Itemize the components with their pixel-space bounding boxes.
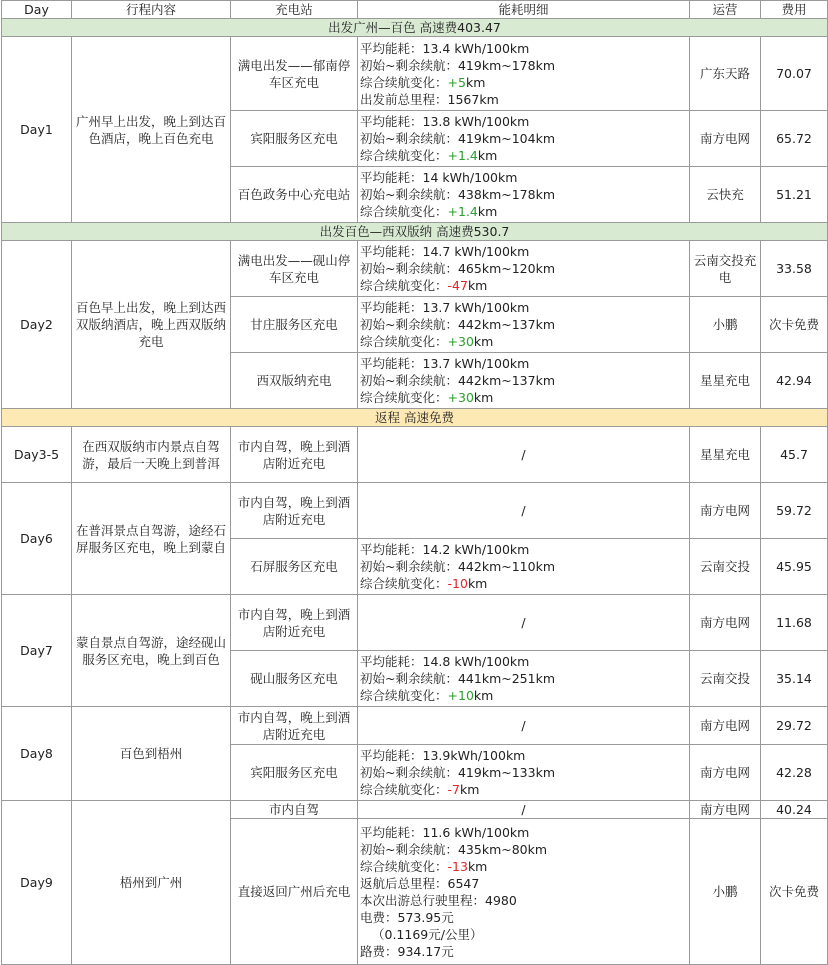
operator-cell: 南方电网 (690, 483, 761, 539)
station-cell: 甘庄服务区充电 (231, 297, 358, 353)
fee-cell: 45.7 (761, 427, 828, 483)
station-cell: 百色政务中心充电站 (231, 167, 358, 223)
fee-cell: 42.28 (761, 745, 828, 801)
energy-detail: 平均能耗：13.8 kWh/100km 初始~剩余续航：419km~104km 综合续航变化：+1.4km (358, 111, 690, 167)
fee-cell: 次卡免费 (761, 297, 828, 353)
energy-detail: 平均能耗：13.9kWh/100km 初始~剩余续航：419km~133km 综合续航变化：-7km (358, 745, 690, 801)
station-cell: 市内自驾，晚上到酒店附近充电 (231, 427, 358, 483)
fee-cell: 11.68 (761, 595, 828, 651)
operator-cell: 南方电网 (690, 801, 761, 819)
fee-cell: 33.58 (761, 241, 828, 297)
fee-cell: 次卡免费 (761, 819, 828, 965)
energy-detail: 平均能耗：13.7 kWh/100km 初始~剩余续航：442km~137km 综合续航变化：+30km (358, 297, 690, 353)
plan-cell: 在西双版纳市内景点自驾游，最后一天晚上到普洱 (72, 427, 231, 483)
station-cell: 宾阳服务区充电 (231, 745, 358, 801)
trip-charging-table (1, 0, 828, 965)
station-cell: 市内自驾 (231, 801, 358, 819)
operator-cell: 南方电网 (690, 745, 761, 801)
fee-cell: 51.21 (761, 167, 828, 223)
header-day: Day (2, 1, 72, 19)
operator-cell: 南方电网 (690, 707, 761, 745)
section-title: 出发百色—西双版纳 高速费530.7 (2, 223, 828, 241)
day-cell: Day7 (2, 595, 72, 707)
plan-cell: 在普洱景点自驾游，途经石屏服务区充电，晚上到蒙自 (72, 483, 231, 595)
station-cell: 市内自驾，晚上到酒店附近充电 (231, 483, 358, 539)
plan-cell: 百色早上出发，晚上到达西双版纳酒店，晚上西双版纳充电 (72, 241, 231, 409)
day-cell: Day1 (2, 37, 72, 223)
operator-cell: 南方电网 (690, 111, 761, 167)
section-row (2, 409, 828, 427)
fee-cell: 70.07 (761, 37, 828, 111)
energy-detail-empty: / (358, 595, 690, 651)
table-row (2, 707, 828, 745)
energy-detail: 平均能耗：14.8 kWh/100km 初始~剩余续航：441km~251km 综合续航变化：+10km (358, 651, 690, 707)
energy-detail-empty: / (358, 483, 690, 539)
day-cell: Day2 (2, 241, 72, 409)
energy-detail: 平均能耗：14 kWh/100km 初始~剩余续航：438km~178km 综合续航变化：+1.4km (358, 167, 690, 223)
table-row (2, 595, 828, 651)
header-row (2, 1, 828, 19)
operator-cell: 南方电网 (690, 595, 761, 651)
section-title: 返程 高速免费 (2, 409, 828, 427)
fee-cell: 29.72 (761, 707, 828, 745)
operator-cell: 云南交投充电 (690, 241, 761, 297)
table-row (2, 483, 828, 539)
fee-cell: 45.95 (761, 539, 828, 595)
energy-detail: 平均能耗：14.2 kWh/100km 初始~剩余续航：442km~110km 综合续航变化：-10km (358, 539, 690, 595)
plan-cell: 蒙自景点自驾游，途经砚山服务区充电，晚上到百色 (72, 595, 231, 707)
energy-detail-empty: / (358, 801, 690, 819)
fee-cell: 40.24 (761, 801, 828, 819)
section-row (2, 19, 828, 37)
fee-cell: 35.14 (761, 651, 828, 707)
fee-cell: 65.72 (761, 111, 828, 167)
day-cell: Day3-5 (2, 427, 72, 483)
station-cell: 西双版纳充电 (231, 353, 358, 409)
plan-cell: 梧州到广州 (72, 801, 231, 965)
energy-detail: 平均能耗：13.7 kWh/100km 初始~剩余续航：442km~137km 综合续航变化：+30km (358, 353, 690, 409)
table-row (2, 801, 828, 819)
header-station: 充电站 (231, 1, 358, 19)
operator-cell: 云快充 (690, 167, 761, 223)
energy-detail: 平均能耗：13.4 kWh/100km 初始~剩余续航：419km~178km 综合续航变化：+5km 出发前总里程：1567km (358, 37, 690, 111)
station-cell: 直接返回广州后充电 (231, 819, 358, 965)
fee-cell: 42.94 (761, 353, 828, 409)
day-cell: Day6 (2, 483, 72, 595)
energy-detail: 平均能耗：11.6 kWh/100km 初始~剩余续航：435km~80km 综合续航变化：-13km 返航后总里程：6547 本次出游总行驶里程：4980 电费：573.95元 （0.1169元/公里） 路费：934.17元 (358, 819, 690, 965)
section-title: 出发广州—百色 高速费403.47 (2, 19, 828, 37)
day-cell: Day8 (2, 707, 72, 801)
station-cell: 满电出发——砚山停车区充电 (231, 241, 358, 297)
table-row (2, 427, 828, 483)
table-row (2, 241, 828, 297)
station-cell: 市内自驾，晚上到酒店附近充电 (231, 595, 358, 651)
operator-cell: 星星充电 (690, 427, 761, 483)
table-row (2, 37, 828, 111)
station-cell: 石屏服务区充电 (231, 539, 358, 595)
operator-cell: 云南交投 (690, 651, 761, 707)
energy-detail-empty: / (358, 427, 690, 483)
header-energy: 能耗明细 (358, 1, 690, 19)
operator-cell: 云南交投 (690, 539, 761, 595)
operator-cell: 星星充电 (690, 353, 761, 409)
operator-cell: 小鹏 (690, 819, 761, 965)
station-cell: 市内自驾，晚上到酒店附近充电 (231, 707, 358, 745)
station-cell: 宾阳服务区充电 (231, 111, 358, 167)
header-operator: 运营 (690, 1, 761, 19)
header-plan: 行程内容 (72, 1, 231, 19)
plan-cell: 百色到梧州 (72, 707, 231, 801)
energy-detail: 平均能耗：14.7 kWh/100km 初始~剩余续航：465km~120km 综合续航变化：-47km (358, 241, 690, 297)
station-cell: 满电出发——郁南停车区充电 (231, 37, 358, 111)
operator-cell: 广东天路 (690, 37, 761, 111)
plan-cell: 广州早上出发，晚上到达百色酒店，晚上百色充电 (72, 37, 231, 223)
day-cell: Day9 (2, 801, 72, 965)
energy-detail-empty: / (358, 707, 690, 745)
fee-cell: 59.72 (761, 483, 828, 539)
operator-cell: 小鹏 (690, 297, 761, 353)
header-fee: 费用 (761, 1, 828, 19)
station-cell: 砚山服务区充电 (231, 651, 358, 707)
section-row (2, 223, 828, 241)
